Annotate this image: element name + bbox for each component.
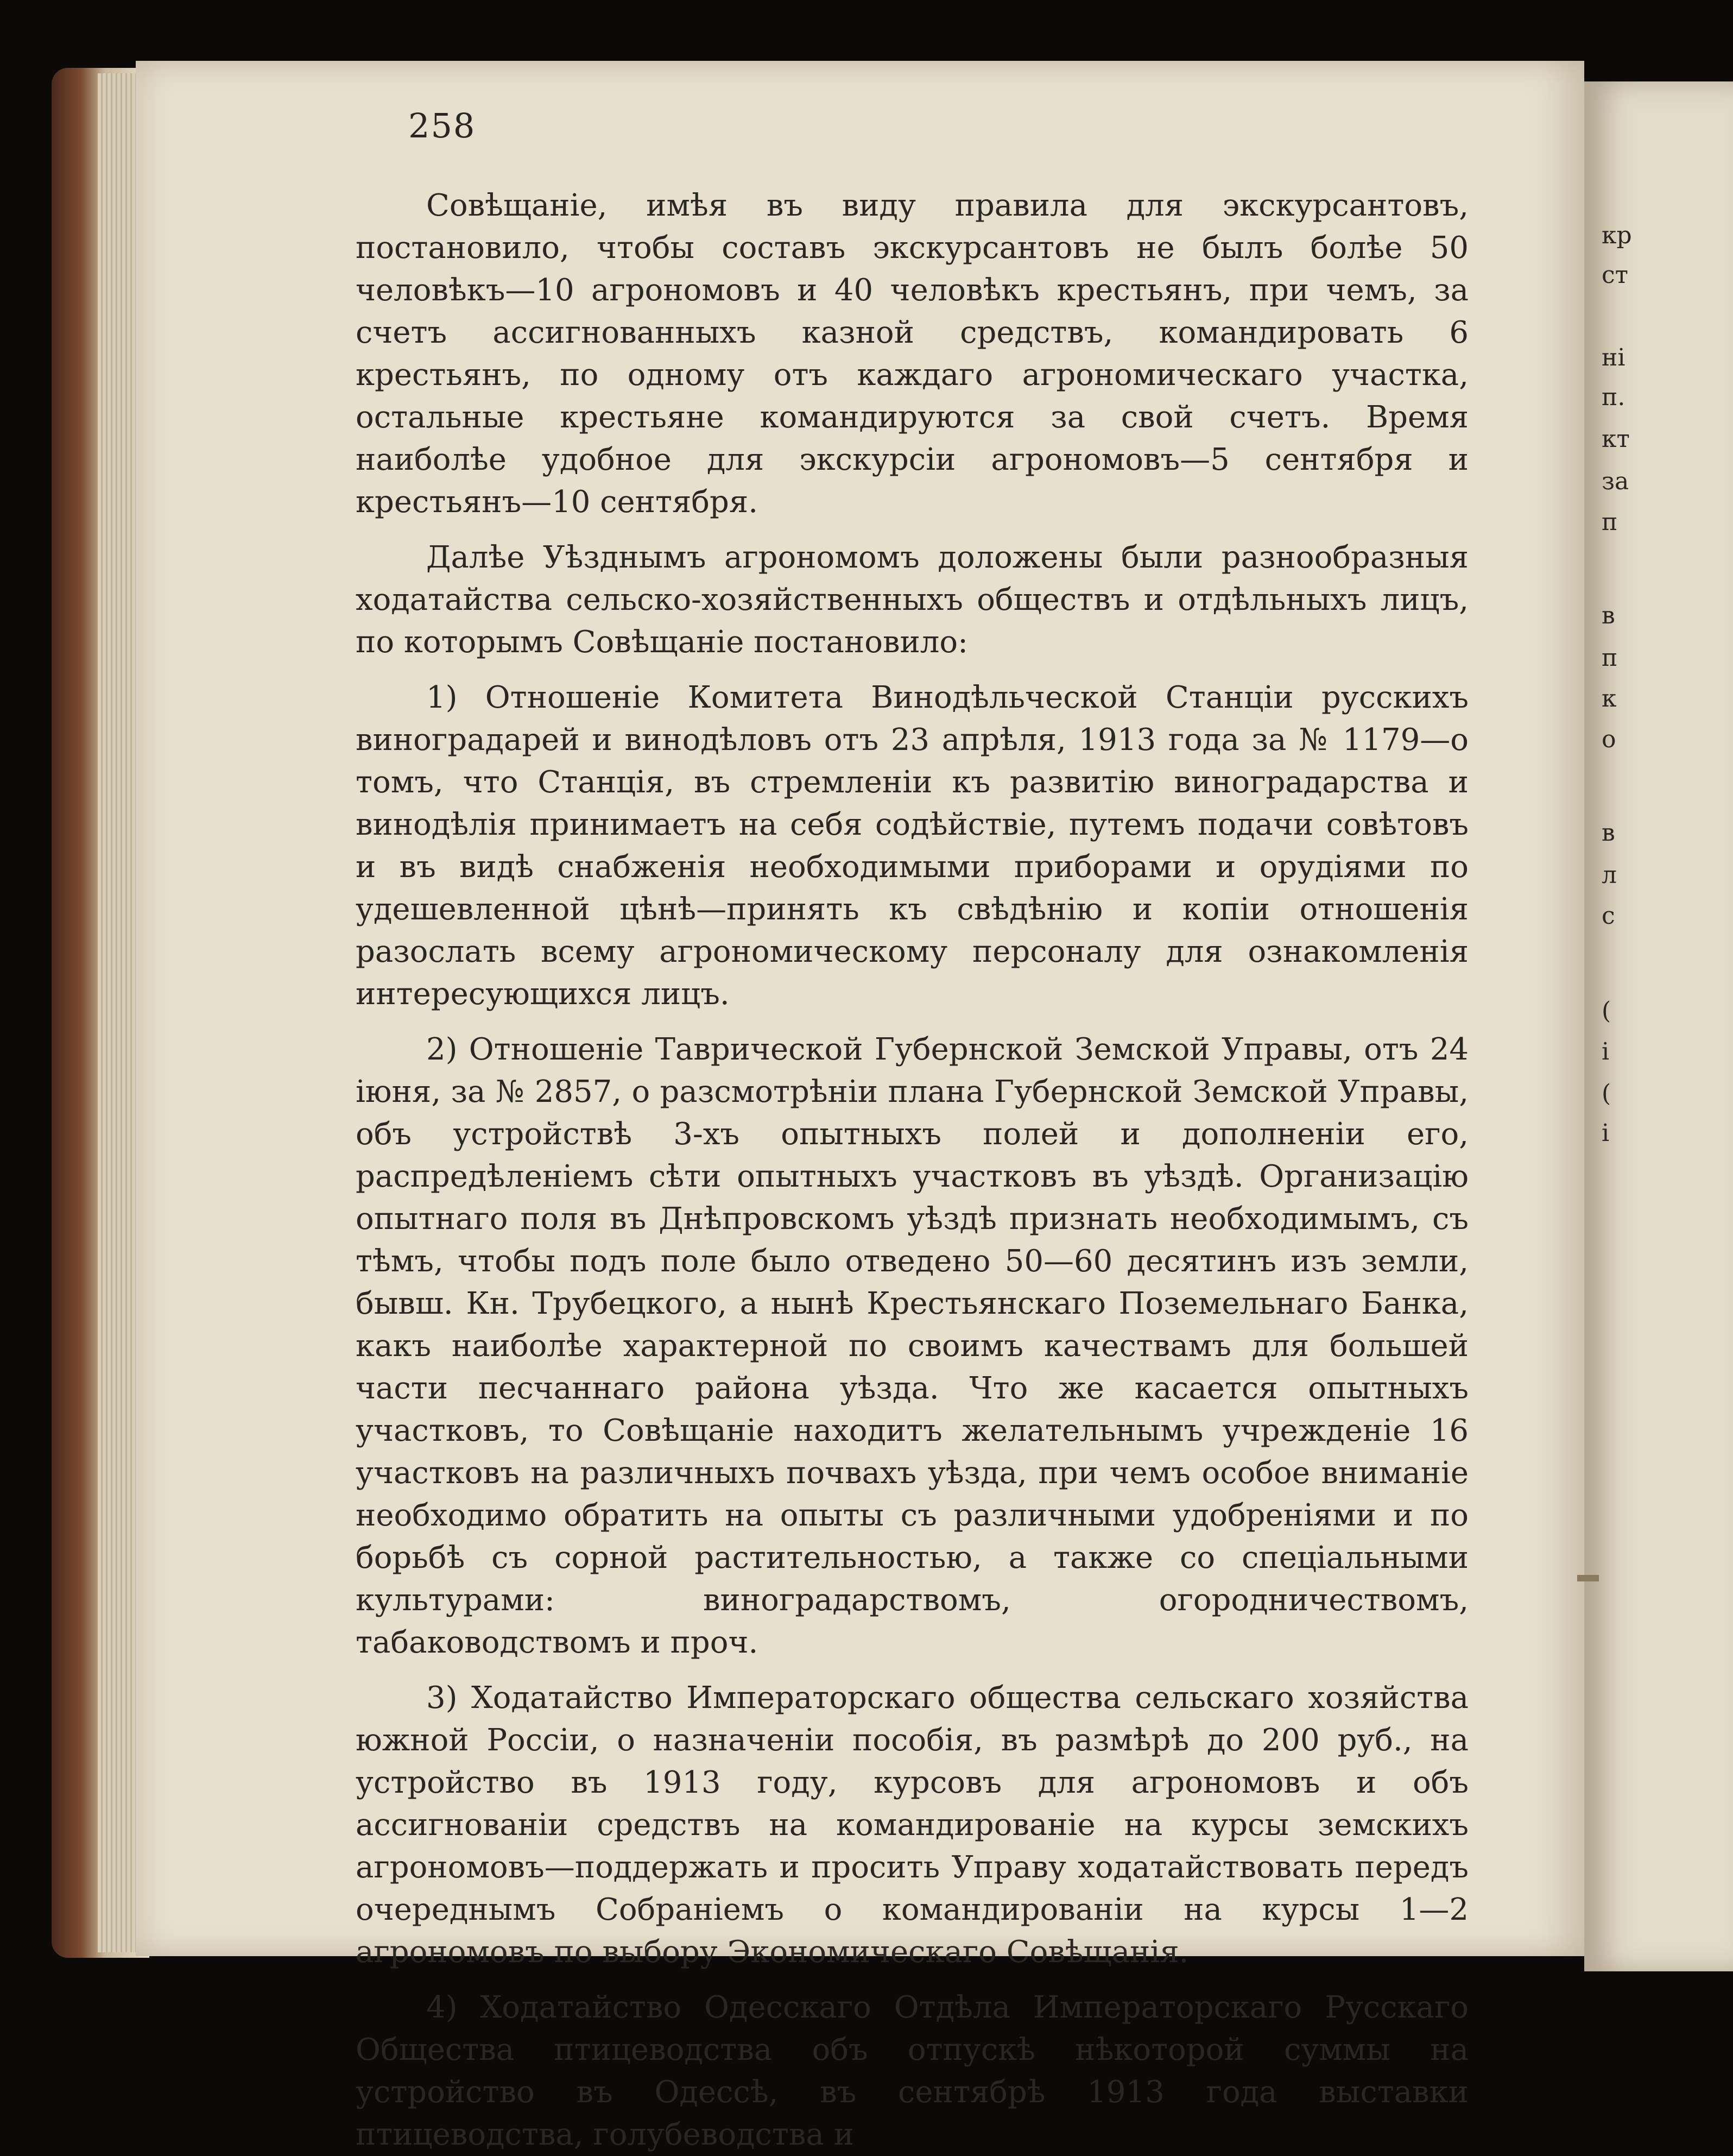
facing-fragment: кр	[1602, 222, 1632, 249]
facing-fragment: п	[1602, 644, 1618, 672]
facing-fragment: (	[1602, 997, 1611, 1025]
paragraph: 3) Ходатайство Императорскаго общества сельскаго хозяйства южной Россіи, о назначеніи пособія, въ размѣрѣ до 200 руб., на устройство въ 1913 году, курсовъ для агрономовъ и объ ассигнованіи средствъ на командированіе на курсы земскихъ агрономовъ—поддержать и просить Управу ходатайствовать передъ очереднымъ Собраніемъ о командированіи на курсы 1—2 агрономовъ по выбору Экономическаго Совѣщанія.	[356, 1680, 1469, 1970]
facing-fragment: за	[1602, 468, 1629, 495]
paragraph: 4) Ходатайство Одесскаго Отдѣла Императорскаго Русскаго Общества птицеводства объ отпускѣ нѣкоторой суммы на устройство въ Одессѣ, въ сентябрѣ 1913 года выставки птицеводства, голубеводства и	[356, 1990, 1469, 2152]
facing-fragment: і	[1602, 1119, 1610, 1147]
facing-fragment: (	[1602, 1080, 1611, 1107]
facing-fragment: к	[1602, 685, 1617, 713]
binding-mark	[1577, 1575, 1599, 1581]
facing-fragment: п.	[1602, 383, 1626, 411]
paragraph: Далѣе Уѣзднымъ агрономомъ доложены были разнообразныя ходатайства сельско-хозяйственныхъ обществъ и отдѣльныхъ лицъ, по которымъ Совѣщаніе постановило:	[356, 540, 1469, 660]
facing-fragment: в	[1602, 602, 1615, 629]
facing-fragment: л	[1602, 861, 1617, 889]
facing-page	[1584, 81, 1733, 1971]
facing-fragment: і	[1602, 1038, 1610, 1066]
page-number: 258	[408, 106, 476, 146]
facing-fragment: в	[1602, 819, 1615, 847]
facing-fragment: ст	[1602, 261, 1628, 289]
facing-fragment: о	[1602, 726, 1616, 753]
facing-fragment: ні	[1602, 344, 1626, 371]
paragraph: Совѣщаніе, имѣя въ виду правила для экскурсантовъ, постановило, чтобы составъ экскурсантовъ не былъ болѣе 50 человѣкъ—10 агрономовъ и 40 человѣкъ крестьянъ, при чемъ, за счетъ ассигнованныхъ казной средствъ, командировать 6 крестьянъ, по одному отъ каждаго агрономическаго участка, остальные крестьяне командируются за свой счетъ. Время наиболѣе удобное для экскурсіи агрономовъ—5 сентября и крестьянъ—10 сентября.	[356, 188, 1469, 520]
facing-fragment: п	[1602, 508, 1618, 536]
facing-fragment: с	[1602, 902, 1615, 930]
facing-fragment: кт	[1602, 425, 1630, 453]
paragraph: 1) Отношеніе Комитета Винодѣльческой Станціи русскихъ виноградарей и винодѣловъ отъ 23 апрѣля, 1913 года за № 1179—о томъ, что Станція, въ стремленіи къ развитію виноградарства и винодѣлія принимаетъ на себя содѣйствіе, путемъ подачи совѣтовъ и въ видѣ снабженія необходимыми приборами и орудіями по удешевленной цѣнѣ—принять къ свѣдѣнію и копіи отношенія разослать всему агрономическому персоналу для ознакомленія интересующихся лицъ.	[356, 680, 1469, 1012]
page-text	[356, 185, 1469, 2156]
paragraph: 2) Отношеніе Таврической Губернской Земской Управы, отъ 24 іюня, за № 2857, о разсмотрѣніи плана Губернской Земской Управы, объ устройствѣ 3-хъ опытныхъ полей и дополненіи его, распредѣленіемъ сѣти опытныхъ участковъ въ уѣздѣ. Организацію опытнаго поля въ Днѣпровскомъ уѣздѣ признать необходимымъ, съ тѣмъ, чтобы подъ поле было отведено 50—60 десятинъ изъ земли, бывш. Кн. Трубецкого, а нынѣ Крестьянскаго Поземельнаго Банка, какъ наиболѣе характерной по своимъ качествамъ для большей части песчаннаго района уѣзда. Что же касается опытныхъ участковъ, то Совѣщаніе находитъ желательнымъ учрежденіе 16 участковъ на различныхъ почвахъ уѣзда, при чемъ особое вниманіе необходимо обратить на опыты съ различными удобреніями и по борьбѣ съ сорной растительностью, а также со спеціальными культурами: виноградарствомъ, огородничествомъ, табаководствомъ и проч.	[356, 1032, 1469, 1660]
